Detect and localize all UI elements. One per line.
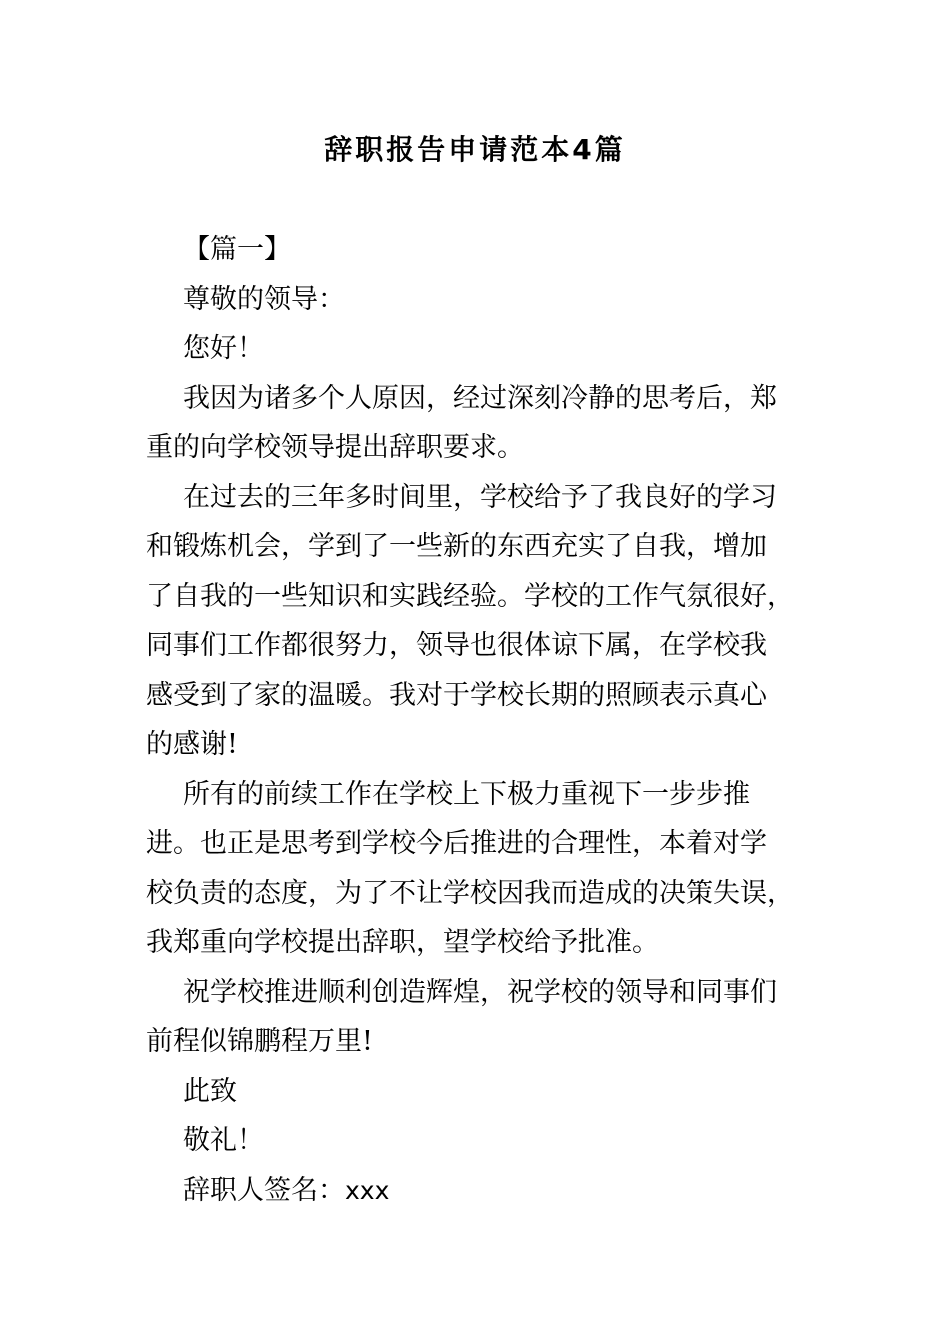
- paragraph-3-line-4: 我郑重向学校提出辞职，望学校给予批准。: [146, 927, 659, 958]
- section-heading: 【篇一】: [183, 234, 291, 265]
- paragraph-2-line-5: 感受到了家的温暖。我对于学校长期的照顾表示真心: [146, 679, 767, 711]
- greeting: 您好！: [183, 333, 264, 364]
- paragraph-2-line-3: 了自我的一些知识和实践经验。学校的工作气氛很好，: [146, 580, 794, 612]
- paragraph-2-line-6: 的感谢!: [146, 729, 238, 760]
- paragraph-2-line-1: 在过去的三年多时间里，学校给予了我良好的学习: [183, 481, 777, 513]
- signature-line: [146, 1166, 826, 1216]
- paragraph-1-line-1: 我因为诸多个人原因，经过深刻冷静的思考后，郑: [183, 382, 777, 414]
- paragraph-4-line-2: 前程似锦鹏程万里!: [146, 1026, 373, 1057]
- paragraph-2-line-4: 同事们工作都很努力，领导也很体谅下属，在学校我: [146, 630, 767, 661]
- paragraph-3-line-1: 所有的前续工作在学校上下极力重视下一步步推: [183, 778, 750, 810]
- signature-label: 辞职人签名：: [183, 1174, 345, 1206]
- closing-line-1: 此致: [183, 1075, 237, 1107]
- document-title: 辞职报告申请范本4篇: [324, 133, 626, 166]
- closing-line-2: 敬礼！: [183, 1125, 264, 1156]
- paragraph-3-line-2: 进。也正是思考到学校今后推进的合理性，本着对学: [146, 828, 767, 859]
- paragraph-2-line-2: 和锻炼机会，学到了一些新的东西充实了自我，增加: [146, 531, 767, 562]
- paragraph-1-line-2: 重的向学校领导提出辞职要求。: [146, 432, 524, 463]
- salutation: 尊敬的领导：: [183, 283, 345, 315]
- letter-body: [146, 225, 826, 1215]
- paragraph-3-line-3: 校负责的态度，为了不让学校因我而造成的决策失误，: [146, 877, 794, 909]
- paragraph-4-line-1: 祝学校推进顺利创造辉煌，祝学校的领导和同事们: [183, 976, 777, 1008]
- signature-value: xxx: [345, 1175, 390, 1205]
